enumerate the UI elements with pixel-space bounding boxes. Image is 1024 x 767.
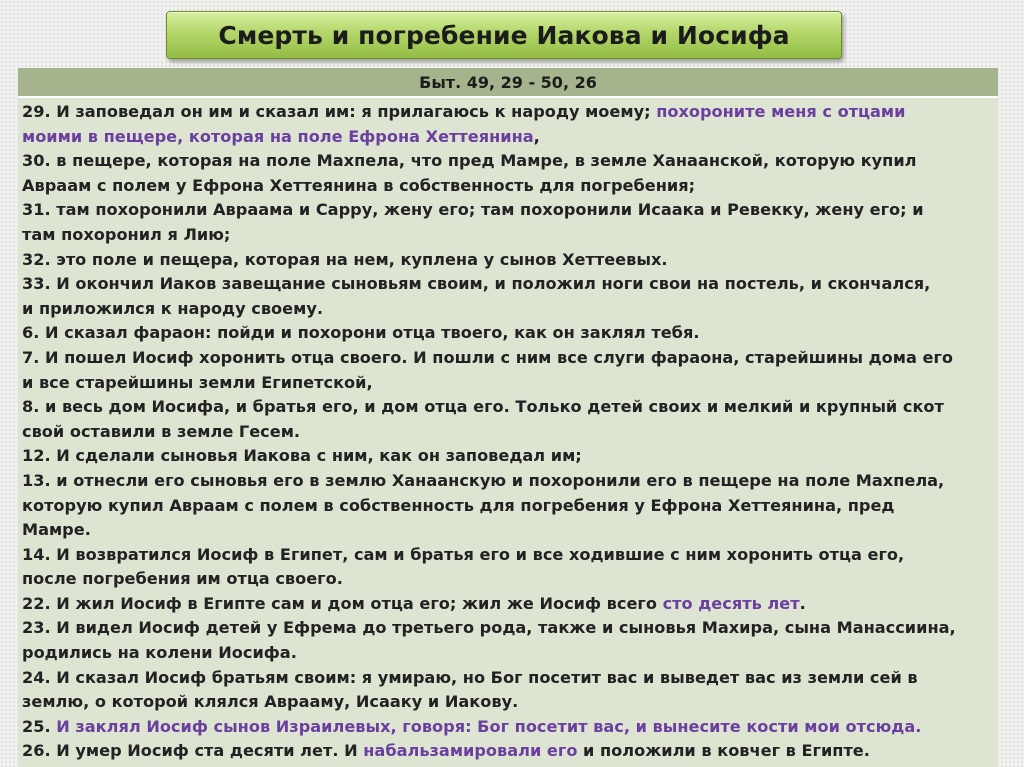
highlighted-text: моими в пещере, которая на поле Ефрона Хеттеянина [22,126,534,146]
verse-line [22,174,998,199]
verse-text: 6. И сказал фараон: пойди и похорони отца твоего, как он заклял тебя. [22,323,700,343]
verse-text: родились на колени Иосифа. [22,643,297,663]
page-title: Смерть и погребение Иакова и Иосифа [218,20,790,50]
highlighted-text: сто десять лет [662,593,800,613]
verse-line [22,739,998,764]
verse-line [22,272,998,297]
verse-text: и все старейшины земли Египетской, [22,372,373,392]
verse-line [22,371,998,396]
verse-text: . [799,593,806,613]
verse-line [22,494,998,519]
verse-text: там похоронил я Лию; [22,224,231,244]
verse-text: 29. И заповедал он им и сказал им: я прилагаюсь к народу моему; [22,102,657,121]
verse-text: свой оставили в земле Гесем. [22,421,301,441]
verse-text: 33. И окончил Иаков завещание сыновьям своим, и положил ноги свои на постель, и скончался, [22,274,931,294]
verse-line [22,100,998,125]
verse-text: 25. [22,716,57,736]
verse-text: 13. и отнесли его сыновья его в землю Ханаанскую и похоронили его в пещере на поле Махпела, [22,470,945,490]
highlighted-text: набальзамировали его [363,741,578,761]
verse-line [22,715,998,740]
verse-text: , [533,126,540,146]
verse-text: 12. И сделали сыновья Иакова с ним, как он заповедал им; [22,446,582,466]
verse-text: 7. И пошел Иосиф хоронить отца своего. И пошли с ним все слуги фараона, старейшины дома его [22,347,953,367]
verse-text: и приложился к народу своему. [22,298,323,318]
verse-text: 26. И умер Иосиф ста десяти лет. И [22,741,364,761]
verse-line [22,125,998,150]
verse-text: которую купил Авраам с полем в собственность для погребения у Ефрона Хеттеянина, пред [22,495,895,515]
title-banner [166,11,842,59]
verse-text: 30. в пещере, которая на поле Махпела, что пред Мамре, в земле Ханаанской, которую купил [22,151,917,171]
verse-line [22,149,998,174]
verse-text: 22. И жил Иосиф в Египте сам и дом отца его; жил же Иосиф всего [22,593,663,613]
verse-line [22,690,998,715]
verse-line [22,395,998,420]
highlighted-text: похороните меня с отцами [656,102,906,121]
verse-line [22,567,998,592]
verse-text: 14. И возвратился Иосиф в Египет, сам и братья его и все ходившие с ним хоронить отца его, [22,544,905,564]
scripture-text-panel [18,98,998,767]
verse-line [22,469,998,494]
verse-text: Мамре. [22,520,91,540]
verse-text: 23. И видел Иосиф детей у Ефрема до третьего рода, также и сыновья Махира, сына Манассиина, [22,618,956,638]
verse-text: и положили в ковчег в Египте. [577,741,870,761]
verse-line [22,223,998,248]
scripture-reference: Быт. 49, 29 - 50, 26 [419,72,597,92]
verse-line [22,346,998,371]
verse-line [22,198,998,223]
verse-line [22,592,998,617]
verse-line [22,616,998,641]
verse-text: Авраам с полем у Ефрона Хеттеянина в собственность для погребения; [22,175,696,195]
verse-line [22,420,998,445]
verse-text: 8. и весь дом Иосифа, и братья его, и дом отца его. Только детей своих и мелкий и крупный скот [22,397,944,417]
verse-line [22,641,998,666]
verse-line [22,321,998,346]
verse-line [22,444,998,469]
verse-line [22,248,998,273]
highlighted-text: И заклял Иосиф сынов Израилевых, говоря: Бог посетит вас, и вынесите кости мои отсюда. [56,716,922,736]
verse-text: 32. это поле и пещера, которая на нем, куплена у сынов Хеттеевых. [22,249,668,269]
verse-text: после погребения им отца своего. [22,569,343,589]
verse-line [22,666,998,691]
scripture-reference-bar [18,68,998,98]
verse-line [22,543,998,568]
verse-line [22,297,998,322]
verse-line [22,518,998,543]
verse-text: 31. там похоронили Авраама и Сарру, жену его; там похоронили Исаака и Ревекку, жену его; и [22,200,924,220]
verse-text: 24. И сказал Иосиф братьям своим: я умираю, но Бог посетит вас и выведет вас из земли сей в [22,667,918,687]
verse-text: землю, о которой клялся Аврааму, Исааку и Иакову. [22,692,519,712]
